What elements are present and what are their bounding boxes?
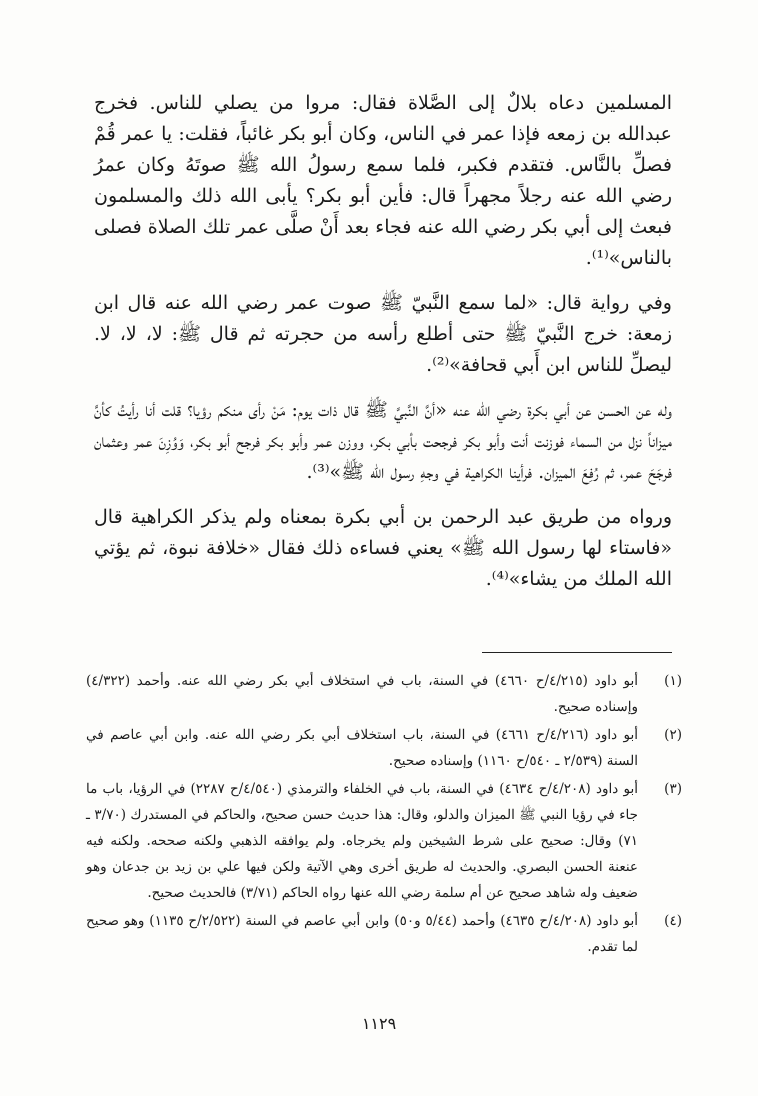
footnote-3 [86, 776, 682, 906]
footnotes [86, 668, 682, 962]
footnote-text: أبو داود (٤/٢١٥/ح ٤٦٦٠) في السنة، باب في استخلاف أبي بكر رضي الله عنه. وأحمد (٤/٣٢٢) وإسناده صحيح. [86, 673, 638, 715]
footnote-2 [86, 722, 682, 774]
footnote-number: (١) [664, 673, 682, 689]
page-number: ١١٢٩ [361, 1014, 397, 1033]
footnote-divider [482, 652, 672, 653]
footnote-4 [86, 908, 682, 960]
paragraph-1: المسلمين دعاه بلالٌ إلى الصَّلاة فقال: مروا من يصلي للناس. فخرج عبدالله بن زمعه فإذا عمر في الناس، وكان أبو بكر غائباً، فقلت: يا عمر قُمْ فصلِّ بالنَّاس. فتقدم فكبر، فلما سمع رسولُ الله ﷺ صوتَهُ وكان عمرُ رضي الله عنه رجلاً مجهراً قال: فأين أبو بكر؟ يأبى الله ذلك والمسلمون فبعث إلى أبي بكر رضي الله عنه فجاء بعد أَنْ صلَّى عمر تلك الصلاة فصلى بالناس»⁽¹⁾. [94, 92, 672, 269]
main-text [94, 88, 672, 609]
footnote-text: أبو داود (٤/٢١٦/ح ٤٦٦١) في السنة، باب استخلاف أبي بكر رضي الله عنه. وابن أبي عاصم في السنة (٢/٥٣٩ ـ ٥٤٠/ح ١١٦٠) وإسناده صحيح. [86, 727, 639, 769]
footnote-text: أبو داود (٤/٢٠٨/ح ٤٦٣٥) وأحمد (٥/٤٤ و٥٠) وابن أبي عاصم في السنة (٢/٥٢٢/ح ١١٣٥) وهو صحيح لما تقدم. [86, 913, 639, 955]
footnote-text: أبو داود (٤/٢٠٨/ح ٤٦٣٤) في السنة، باب في الخلفاء والترمذي (٤/٥٤٠/ح ٢٢٨٧) في الرؤيا، باب ما جاء في رؤيا النبي ﷺ الميزان والدلو، وقال: هذا حديث حسن صحيح، والحاكم في المستدرك (٣/٧٠ ـ ٧١) وقال: صحيح على شرط الشيخين ولم يخرجاه. ولم يوافقه الذهبي ولكنه صححه. ولكنه فيه عنعنة الحسن البصري. والحديث له طريق أخرى وهي الآتية ولكن فيها علي بن زيد بن جدعان وهو ضعيف وله شاهد صحيح عن أم سلمة رضي الله عنها رواه الحاكم (٣/٧١) فالحديث صحيح. [86, 781, 639, 901]
paragraph-3: وله عن الحسن عن أبي بكرة رضي الله عنه «أنَّ النَّبيَّ ﷺ قال ذات يوم: مَنْ رأى منكم رؤيا؟ قلت أنا رأيتُ كأنَّ ميزاناً نزل من السماء فوزنت أنت وأبو بكر فرجحت بأبي بكر، ووزن عمر وأبو بكر فرجح أبو بكر، وَوُزِنَ عمر وعثمان فرجَحَ عمر، ثم رُفِعَ الميزان. فرأينا الكراهية في وجهِ رسول الله ﷺ»⁽³⁾. [94, 399, 672, 483]
footnote-number: (٣) [664, 781, 682, 797]
paragraph-4: ورواه من طريق عبد الرحمن بن أبي بكرة بمعناه ولم يذكر الكراهية قال «فاستاء لها رسول الله ﷺ» يعني فساءه ذلك فقال «خلافة نبوة، ثم يؤتي الله الملك من يشاء»⁽⁴⁾. [94, 506, 672, 590]
paragraph-2: وفي رواية قال: «لما سمع النَّبيّ ﷺ صوت عمر رضي الله عنه قال ابن زمعة: خرج النَّبيّ ﷺ حتى أطلع رأسه من حجرته ثم قال ﷺ: لا، لا، لا. ليصلِّ للناس ابن أَبي قحافة»⁽²⁾. [94, 292, 672, 376]
footnote-1 [86, 668, 682, 720]
footnote-number: (٢) [664, 727, 682, 743]
footnote-number: (٤) [664, 913, 682, 929]
